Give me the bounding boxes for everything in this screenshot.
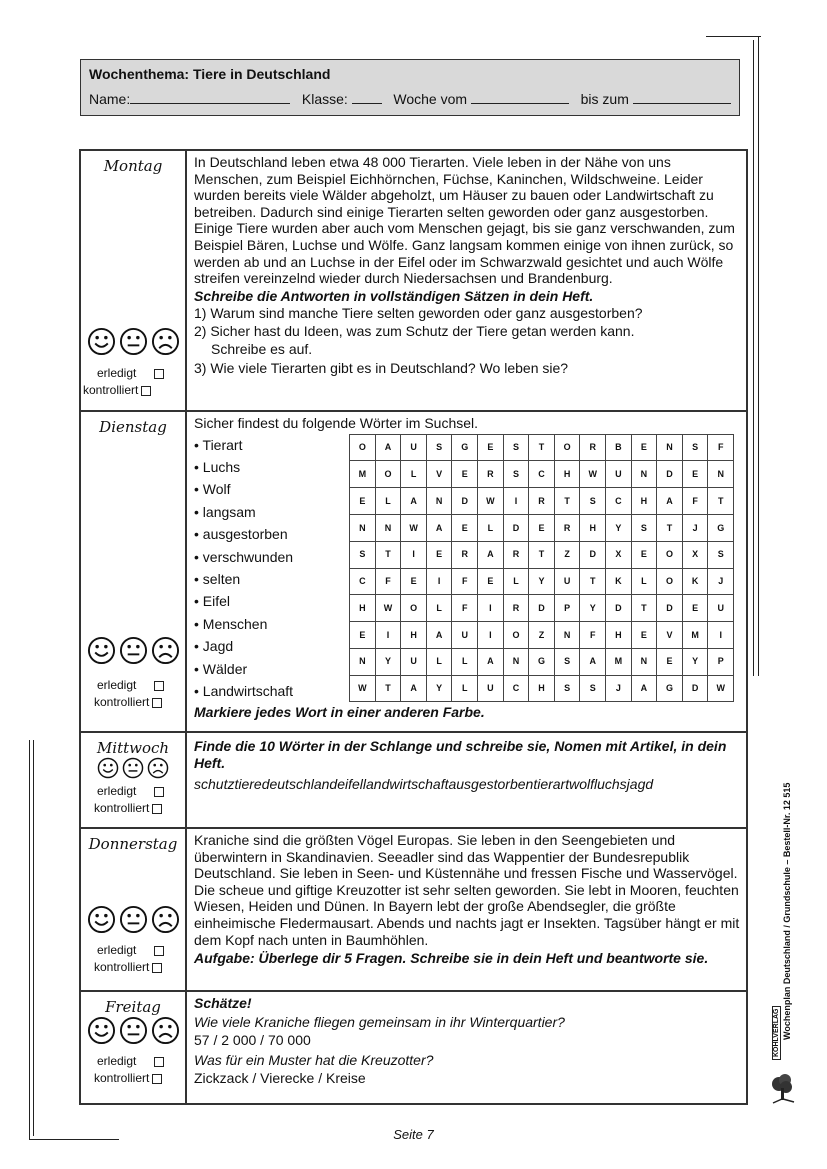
day-label-mittwoch: Mittwoch [96,739,170,757]
sad-smiley-icon[interactable] [151,636,180,665]
grid-cell[interactable]: D [580,541,606,568]
grid-cell[interactable]: R [452,541,478,568]
grid-cell[interactable]: C [529,461,555,488]
done-checkbox[interactable] [154,681,164,691]
frame-line-top [706,36,761,37]
grid-cell[interactable]: N [426,488,452,515]
day-label-freitag: Freitag [105,998,161,1016]
donnerstag-text: Kraniche sind die größten Vögel Europas. Sie leben in den Seengebieten und überwintern in Skandinavien. Seeadler sind das Wappentier der Bundesrepublik Deutschland. Sie leben in Seen- und Küstennähe und fressen Fische und Wasservögel. Die scheue und giftige Kreuzotter ist sehr selten geworden. Sie lebt in Mooren, feuchten Wiesen, Heiden und Dünen. In Bayern lebt der große Abendsegler, die größte einheimische Fledermausart. Abends und nachts jagt er Insekten. Tagsüber hängt er mit dem Kopf nach unten in Baumhöhlen. [194,832,740,948]
grid-cell[interactable]: K [606,568,632,595]
grid-row [350,595,734,622]
grid-row [350,488,734,515]
grid-cell[interactable]: N [631,461,657,488]
montag-content [186,150,747,411]
grid-cell[interactable]: U [708,595,734,622]
grid-row [350,622,734,649]
grid-cell[interactable]: C [606,488,632,515]
grid-row [350,568,734,595]
grid-cell[interactable]: S [708,541,734,568]
word-list-item: • verschwunden [194,548,294,565]
word-list-item: • ausgestorben [194,526,288,543]
freitag-content [186,991,747,1104]
grid-cell[interactable]: S [631,514,657,541]
grid-cell[interactable]: E [682,595,708,622]
grid-cell[interactable]: S [580,675,606,702]
week-plan-table [79,149,748,1105]
grid-cell[interactable]: S [503,461,529,488]
grid-cell[interactable]: T [375,541,401,568]
sad-smiley-icon[interactable] [151,327,180,356]
grid-cell[interactable]: G [708,514,734,541]
word-search-grid [349,434,734,703]
montag-question-1: 1) Warum sind manche Tiere selten geworden oder ganz ausgestorben? [194,305,643,322]
grid-cell[interactable]: H [580,514,606,541]
grid-cell[interactable]: O [375,461,401,488]
checklist [81,942,185,976]
grid-cell[interactable]: U [478,675,504,702]
grid-cell[interactable]: L [478,514,504,541]
grid-cell[interactable]: F [452,568,478,595]
grid-cell[interactable]: R [503,595,529,622]
grid-cell[interactable]: A [478,541,504,568]
grid-cell[interactable]: W [350,675,376,702]
grid-cell[interactable]: U [554,568,580,595]
day-label-montag: Montag [103,157,163,175]
grid-cell[interactable]: T [529,434,555,461]
grid-cell[interactable]: F [375,568,401,595]
checked-checkbox[interactable] [152,698,162,708]
neutral-smiley-icon[interactable] [119,1016,148,1045]
done-label: erledigt [97,943,137,957]
donnerstag-left [80,828,186,991]
freitag-answer-1: 57 / 2 000 / 70 000 [194,1032,311,1049]
grid-cell[interactable]: D [452,488,478,515]
grid-cell[interactable]: P [708,648,734,675]
mood-smileys [81,905,185,934]
grid-cell[interactable]: E [401,568,427,595]
done-checkbox[interactable] [154,369,164,379]
checklist [81,677,185,711]
grid-cell[interactable]: M [682,622,708,649]
mood-smileys [81,1016,185,1045]
grid-cell[interactable]: N [350,514,376,541]
row-donnerstag [80,828,747,991]
grid-cell[interactable]: Y [529,568,555,595]
grid-cell[interactable]: H [606,622,632,649]
done-label: erledigt [97,784,137,798]
grid-cell[interactable]: G [529,648,555,675]
week-label: Woche vom [393,91,468,107]
grid-cell[interactable]: L [452,675,478,702]
grid-cell[interactable]: Z [529,622,555,649]
grid-cell[interactable]: A [375,434,401,461]
grid-cell[interactable]: F [452,595,478,622]
grid-cell[interactable]: T [708,488,734,515]
grid-cell[interactable]: N [350,648,376,675]
grid-row [350,461,734,488]
grid-cell[interactable]: E [426,541,452,568]
grid-cell[interactable]: I [401,541,427,568]
neutral-smiley-icon[interactable] [119,905,148,934]
grid-cell[interactable]: O [657,541,683,568]
grid-cell[interactable]: L [503,568,529,595]
mood-smileys [81,327,185,356]
neutral-smiley-icon[interactable] [119,327,148,356]
grid-cell[interactable]: U [401,434,427,461]
grid-cell[interactable]: H [631,488,657,515]
week-until-blank[interactable] [633,92,731,104]
row-freitag [80,991,747,1104]
grid-cell[interactable]: N [631,648,657,675]
grid-cell[interactable]: T [529,541,555,568]
frame-line-right-inner [753,40,754,676]
grid-cell[interactable]: H [401,622,427,649]
grid-cell[interactable]: L [452,648,478,675]
done-label: erledigt [97,678,137,692]
freitag-title: Schätze! [194,995,252,1011]
grid-cell[interactable]: H [554,461,580,488]
grid-cell[interactable]: I [478,622,504,649]
grid-cell[interactable]: J [708,568,734,595]
happy-smiley-icon[interactable] [87,636,116,665]
checked-label: kontrolliert [94,695,150,709]
grid-cell[interactable]: O [401,595,427,622]
grid-cell[interactable]: K [682,568,708,595]
happy-smiley-icon[interactable] [87,905,116,934]
publisher-side-text: Wochenplan Deutschland / Grundschule – Bestell-Nr. 12 515 [782,782,792,1040]
checked-label: kontrolliert [83,383,139,397]
publisher-logo-text: KOHLVERLAG [772,1006,781,1060]
grid-cell[interactable]: D [657,595,683,622]
checked-checkbox[interactable] [152,804,162,814]
grid-cell[interactable]: A [401,675,427,702]
grid-cell[interactable]: E [350,622,376,649]
done-label: erledigt [97,366,137,380]
sad-smiley-icon[interactable] [147,757,169,779]
word-list-item: • Eifel [194,593,231,610]
grid-cell[interactable]: T [631,595,657,622]
grid-cell[interactable]: E [529,514,555,541]
checked-checkbox[interactable] [141,386,151,396]
grid-cell[interactable]: R [503,541,529,568]
grid-cell[interactable]: D [529,595,555,622]
word-list-item: • Wolf [194,481,231,498]
grid-cell[interactable]: X [606,541,632,568]
grid-cell[interactable]: M [606,648,632,675]
freitag-left [80,991,186,1104]
grid-cell[interactable]: T [554,488,580,515]
dienstag-intro: Sicher findest du folgende Wörter im Suchsel. [194,415,479,431]
grid-cell[interactable]: D [682,675,708,702]
grid-cell[interactable]: V [426,461,452,488]
tree-logo-icon [769,1072,797,1104]
grid-cell[interactable]: S [350,541,376,568]
grid-cell[interactable]: D [503,514,529,541]
grid-cell[interactable]: L [401,461,427,488]
frame-line-right-outer [758,36,759,676]
grid-cell[interactable]: O [350,434,376,461]
done-checkbox[interactable] [154,946,164,956]
day-label-dienstag: Dienstag [99,418,167,436]
grid-cell[interactable]: D [606,595,632,622]
grid-cell[interactable]: U [401,648,427,675]
grid-cell[interactable]: S [503,434,529,461]
until-label: bis zum [580,91,629,107]
grid-cell[interactable]: E [631,622,657,649]
grid-cell[interactable]: E [452,514,478,541]
grid-cell[interactable]: W [401,514,427,541]
montag-question-2-cont: Schreibe es auf. [211,340,313,357]
grid-cell[interactable]: E [631,434,657,461]
page-number: Seite 7 [393,1127,434,1142]
grid-cell[interactable]: L [375,488,401,515]
grid-cell[interactable]: N [503,648,529,675]
grid-cell[interactable]: E [682,461,708,488]
grid-cell[interactable]: G [452,434,478,461]
grid-row [350,648,734,675]
sad-smiley-icon[interactable] [151,1016,180,1045]
grid-cell[interactable]: F [708,434,734,461]
name-blank[interactable] [130,92,290,104]
grid-cell[interactable]: T [657,514,683,541]
montag-question-2: 2) Sicher hast du Ideen, was zum Schutz der Tiere getan werden kann. [194,322,635,339]
neutral-smiley-icon[interactable] [122,757,144,779]
montag-question-3: 3) Wie viele Tierarten gibt es in Deutschland? Wo leben sie? [194,360,569,377]
grid-cell[interactable]: I [375,622,401,649]
grid-cell[interactable]: R [478,461,504,488]
grid-cell[interactable]: S [554,648,580,675]
grid-cell[interactable]: M [350,461,376,488]
grid-cell[interactable]: A [401,488,427,515]
grid-cell[interactable]: T [580,568,606,595]
dienstag-left [80,411,186,732]
header-box [80,59,740,116]
grid-cell[interactable]: A [657,488,683,515]
grid-cell[interactable]: E [631,541,657,568]
done-checkbox[interactable] [154,1057,164,1067]
grid-cell[interactable]: S [426,434,452,461]
grid-cell[interactable]: F [682,488,708,515]
grid-cell[interactable]: O [554,434,580,461]
checked-label: kontrolliert [94,960,150,974]
happy-smiley-icon[interactable] [97,757,119,779]
checked-label: kontrolliert [94,801,150,815]
grid-cell[interactable]: A [426,514,452,541]
dienstag-content [186,411,747,732]
grid-cell[interactable]: A [426,622,452,649]
grid-cell[interactable]: W [708,675,734,702]
grid-cell[interactable]: I [478,595,504,622]
grid-cell[interactable]: X [682,541,708,568]
happy-smiley-icon[interactable] [87,327,116,356]
grid-cell[interactable]: W [478,488,504,515]
day-label-donnerstag: Donnerstag [88,835,178,853]
checked-checkbox[interactable] [152,963,162,973]
done-checkbox[interactable] [154,787,164,797]
class-blank[interactable] [352,92,382,104]
word-list-item: • Landwirtschaft [194,683,294,700]
mittwoch-task: Finde die 10 Wörter in der Schlange und schreibe sie, Nomen mit Artikel, in dein Heft. [194,738,727,771]
grid-cell[interactable]: D [657,461,683,488]
grid-cell[interactable]: N [708,461,734,488]
word-list-item: • Tierart [194,436,243,453]
checklist [81,1053,185,1087]
grid-cell[interactable]: L [426,595,452,622]
word-list-item: • langsam [194,503,256,520]
grid-cell[interactable]: R [529,488,555,515]
montag-text: In Deutschland leben etwa 48 000 Tierarten. Viele leben in der Nähe von uns Menschen, zum Beispiel Eichhörnchen, Füchse, Kaninchen, Wildschweine. Leider wurden bereits viele Wälder abgeholzt, um Häuser zu bauen oder Landwirtschaft zu betreiben. Dadurch sind einige Tierarten selten geworden oder ganz ausgestorben. Einige Tiere wurden aber auch vom Menschen gejagt, bis sie ganz verschwanden, zum Beispiel Bären, Luchse und Wölfe. Ganz langsam kommen einige von ihnen zurück, so werden ab und an Luchse in der Eifel oder im Schwarzwald gesichtet und auch Wölfe streifen vereinzelnd wieder durch Niedersachsen und Brandenburg. [194,154,735,287]
grid-cell[interactable]: R [580,434,606,461]
mood-smileys [81,636,185,665]
done-label: erledigt [97,1054,137,1068]
grid-cell[interactable]: O [657,568,683,595]
name-label: Name: [89,91,131,107]
grid-cell[interactable]: S [580,488,606,515]
word-list [194,434,334,703]
grid-cell[interactable]: R [554,514,580,541]
grid-cell[interactable]: I [708,622,734,649]
grid-cell[interactable]: O [503,622,529,649]
word-list-item: • Luchs [194,459,241,475]
grid-cell[interactable]: V [657,622,683,649]
class-label: Klasse: [301,91,348,107]
word-list-item: • Menschen [194,615,268,632]
grid-cell[interactable]: Y [682,648,708,675]
mittwoch-content [186,732,747,828]
grid-cell[interactable]: A [631,675,657,702]
grid-cell[interactable]: L [426,648,452,675]
grid-cell[interactable]: A [580,648,606,675]
grid-row [350,434,734,461]
row-mittwoch [80,732,747,828]
grid-cell[interactable]: U [452,622,478,649]
grid-cell[interactable]: Z [554,541,580,568]
mood-smileys [81,757,185,779]
grid-row [350,675,734,702]
neutral-smiley-icon[interactable] [119,636,148,665]
grid-cell[interactable]: E [478,568,504,595]
checklist [81,365,185,399]
grid-cell[interactable]: S [682,434,708,461]
checklist [81,783,185,817]
montag-left [80,150,186,411]
grid-row [350,541,734,568]
grid-cell[interactable]: T [375,675,401,702]
grid-cell[interactable]: B [606,434,632,461]
row-dienstag [80,411,747,732]
grid-cell[interactable]: G [657,675,683,702]
grid-cell[interactable]: N [554,622,580,649]
grid-cell[interactable]: J [606,675,632,702]
grid-cell[interactable]: F [580,622,606,649]
grid-cell[interactable]: I [426,568,452,595]
grid-cell[interactable]: L [631,568,657,595]
grid-cell[interactable]: Y [375,648,401,675]
grid-cell[interactable]: C [503,675,529,702]
grid-cell[interactable]: C [350,568,376,595]
mittwoch-left [80,732,186,828]
word-snake: schutztieredeutschlandeifellandwirtschaftausgestorbentierartwolfluchsjagd [194,776,654,793]
week-topic-title: Wochenthema: Tiere in Deutschland [89,66,331,82]
frame-line-left-inner [33,740,34,1136]
freitag-question-1: Wie viele Kraniche fliegen gemeinsam in ihr Winterquartier? [194,1013,565,1030]
freitag-answer-2: Zickzack / Vierecke / Kreise [194,1070,366,1087]
freitag-question-2: Was für ein Muster hat die Kreuzotter? [194,1051,434,1068]
word-list-item: • selten [194,571,241,588]
grid-cell[interactable]: Y [606,514,632,541]
grid-cell[interactable]: A [478,648,504,675]
row-montag [80,150,747,411]
grid-cell[interactable]: J [682,514,708,541]
word-search-area [194,434,740,703]
grid-cell[interactable]: I [503,488,529,515]
grid-cell[interactable]: S [554,675,580,702]
frame-line-left-outer [29,740,30,1140]
word-list-item: • Wälder [194,660,248,677]
checked-label: kontrolliert [94,1071,150,1085]
week-from-blank[interactable] [471,92,569,104]
word-list-item: • Jagd [194,638,234,655]
happy-smiley-icon[interactable] [87,1016,116,1045]
grid-cell[interactable]: E [657,648,683,675]
grid-row [350,514,734,541]
grid-cell[interactable]: P [554,595,580,622]
header-fields [89,91,731,107]
grid-cell[interactable]: N [657,434,683,461]
grid-cell[interactable]: W [375,595,401,622]
donnerstag-content [186,828,747,991]
grid-cell[interactable]: Y [426,675,452,702]
grid-cell[interactable]: H [529,675,555,702]
grid-cell[interactable]: E [452,461,478,488]
montag-task: Schreibe die Antworten in vollständigen Sätzen in dein Heft. [194,287,594,304]
checked-checkbox[interactable] [152,1074,162,1084]
donnerstag-task: Aufgabe: Überlege dir 5 Fragen. Schreibe sie in dein Heft und beantworte sie. [194,950,709,967]
grid-cell[interactable]: E [478,434,504,461]
grid-cell[interactable]: N [375,514,401,541]
grid-cell[interactable]: Y [580,595,606,622]
dienstag-task: Markiere jedes Wort in einer anderen Farbe. [194,704,485,721]
grid-cell[interactable]: E [350,488,376,515]
grid-cell[interactable]: W [580,461,606,488]
sad-smiley-icon[interactable] [151,905,180,934]
grid-cell[interactable]: H [350,595,376,622]
grid-cell[interactable]: U [606,461,632,488]
